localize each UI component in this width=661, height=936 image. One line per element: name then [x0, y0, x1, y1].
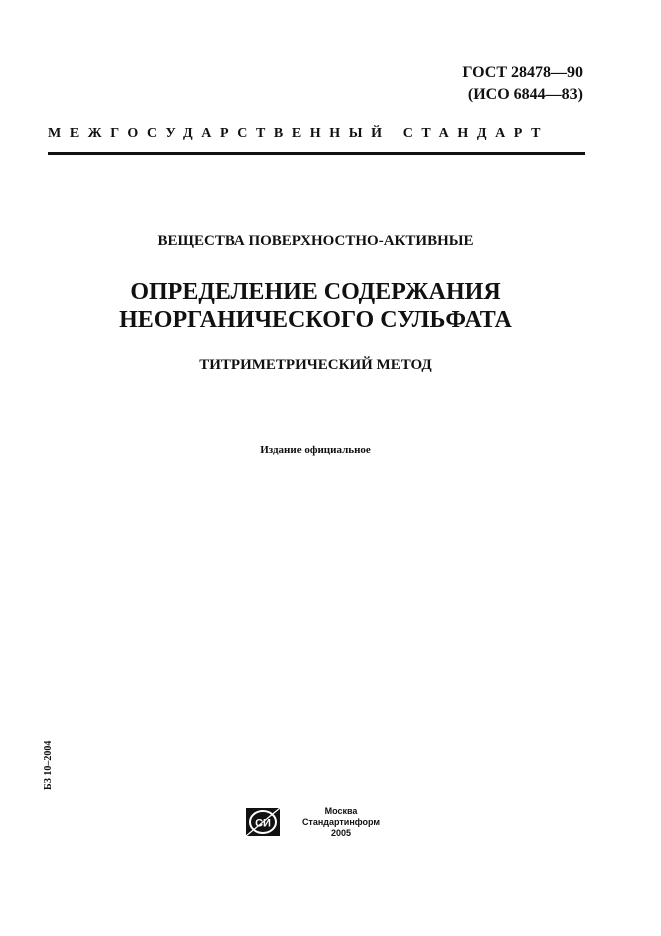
publisher-city: Москва	[324, 806, 358, 816]
iso-number: (ИСО 6844—83)	[467, 86, 583, 103]
standard-type-heading: МЕЖГОСУДАРСТВЕННЫЙ СТАНДАРТ	[48, 126, 550, 141]
publisher-year: 2005	[330, 828, 352, 838]
side-code: БЗ 10–2004	[43, 740, 54, 790]
gost-designation	[462, 62, 583, 106]
header-divider	[48, 152, 585, 155]
publisher-name: Стандартинформ	[301, 817, 381, 827]
gost-number: ГОСТ 28478—90	[462, 64, 583, 81]
title-line-1: ОПРЕДЕЛЕНИЕ СОДЕРЖАНИЯ	[130, 279, 501, 305]
document-subject: ВЕЩЕСТВА ПОВЕРХНОСТНО-АКТИВНЫЕ	[157, 233, 474, 249]
edition-note: Издание официальное	[260, 444, 371, 456]
standartinform-logo-icon	[245, 807, 281, 837]
publisher-info	[287, 806, 395, 839]
logo-text: СИ	[255, 817, 271, 830]
document-title	[0, 278, 631, 334]
title-line-2: НЕОРГАНИЧЕСКОГО СУЛЬФАТА	[119, 307, 512, 333]
document-method: ТИТРИМЕТРИЧЕСКИЙ МЕТОД	[199, 357, 432, 373]
